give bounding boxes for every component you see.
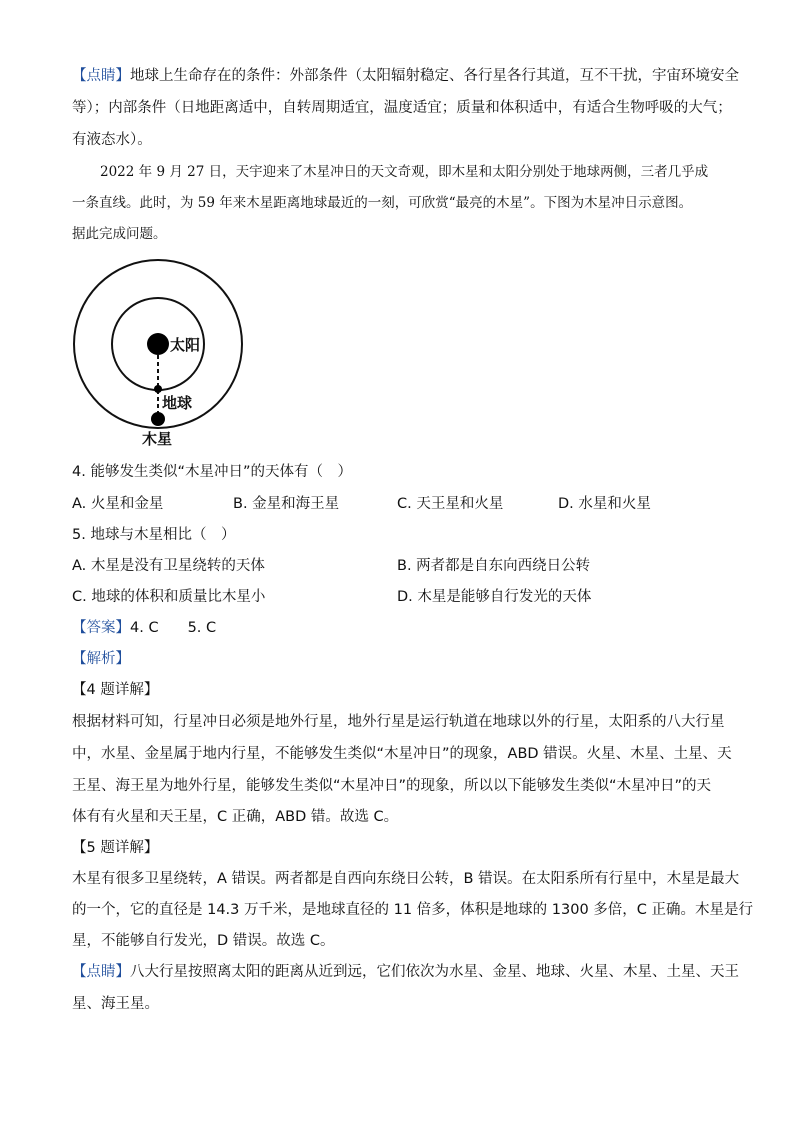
question-4-option-a: A. 火星和金星 <box>72 496 164 512</box>
earth-label: 地球 <box>162 394 193 412</box>
detail-4-line-3: 王星、海王星为地外行星，能够发生类似“木星冲日”的现象，所以以下能够发生类似“木星冲日”的天 <box>72 778 712 794</box>
detail-4-line-4: 体有有火星和天王星，C 正确，ABD 错。故选 C。 <box>72 809 399 825</box>
tip-text-2: 八大行星按照离太阳的距离从近到远，它们依次为水星、金星、地球、火星、木星、土星、天王 <box>130 964 739 980</box>
analysis-heading: 【解析】 <box>72 651 130 667</box>
question-4-stem: 4. 能够发生类似“木星冲日”的天体有（ ） <box>72 464 352 480</box>
jupiter-label: 木星 <box>142 430 173 448</box>
detail-5-line-1: 木星有很多卫星绕转，A 错误。两者都是自西向东绕日公转，B 错误。在太阳系所有行星中，木星是最大 <box>72 871 740 887</box>
material-line-3: 据此完成问题。 <box>72 226 167 242</box>
material-line-2: 一条直线。此时，为 59 年来木星距离地球最近的一刻，可欣赏“最亮的木星”。下图为木星冲日示意图。 <box>72 195 693 211</box>
tip-paragraph-1-line-3: 有液态水）。 <box>72 132 152 148</box>
jupiter-opposition-diagram <box>72 255 252 450</box>
tip-text: 地球上生命存在的条件：外部条件（太阳辐射稳定、各行星各行其道，互不干扰，宇宙环境安全 <box>130 68 739 84</box>
tip-tag: 【点睛】 <box>72 68 130 84</box>
question-4-option-b: B. 金星和海王星 <box>233 496 340 512</box>
detail-4-line-1: 根据材料可知，行星冲日必须是地外行星，地外行星是运行轨道在地球以外的行星，太阳系的八大行星 <box>72 714 725 730</box>
answer-tag: 【答案】 <box>72 620 130 636</box>
question-4-option-c: C. 天王星和火星 <box>397 496 504 512</box>
question-4-option-d: D. 水星和火星 <box>558 496 651 512</box>
question-5-option-c: C. 地球的体积和质量比木星小 <box>72 589 266 605</box>
tip-paragraph-2-line-2: 星、海王星。 <box>72 996 159 1012</box>
question-5-option-a: A. 木星是没有卫星绕转的天体 <box>72 558 265 574</box>
detail-5-heading: 【5 题详解】 <box>72 840 159 856</box>
answer-text: 4. C 5. C <box>130 620 217 636</box>
tip-tag-2: 【点睛】 <box>72 964 130 980</box>
answer-line <box>72 618 216 638</box>
material-line-1: 2022 年 9 月 27 日，天宇迎来了木星冲日的天文奇观，即木星和太阳分别处于地球两侧，三者几乎成 <box>100 164 709 180</box>
earth-dot <box>154 385 162 393</box>
detail-5-line-2: 的一个，它的直径是 14.3 万千米，是地球直径的 11 倍多，体积是地球的 1300 多倍，C 正确。木星是行 <box>72 902 754 918</box>
sun-dot <box>147 333 169 355</box>
jupiter-dot <box>151 412 165 426</box>
question-5-stem: 5. 地球与木星相比（ ） <box>72 527 236 543</box>
tip-paragraph-1-line-2: 等）；内部条件（日地距离适中，自转周期适宜，温度适宜；质量和体积适中，有适合生物呼吸的大气； <box>72 100 732 116</box>
tip-paragraph-2-line-1 <box>72 962 739 982</box>
tip-paragraph-1-line-1 <box>72 66 739 86</box>
sun-label: 太阳 <box>170 336 201 354</box>
detail-4-line-2: 中，水星、金星属于地内行星，不能够发生类似“木星冲日”的现象，ABD 错误。火星、木星、土星、天 <box>72 746 732 762</box>
detail-4-heading: 【4 题详解】 <box>72 682 159 698</box>
detail-5-line-3: 星，不能够自行发光，D 错误。故选 C。 <box>72 933 335 949</box>
question-5-option-d: D. 木星是能够自行发光的天体 <box>397 589 592 605</box>
question-5-option-b: B. 两者都是自东向西绕日公转 <box>397 558 591 574</box>
